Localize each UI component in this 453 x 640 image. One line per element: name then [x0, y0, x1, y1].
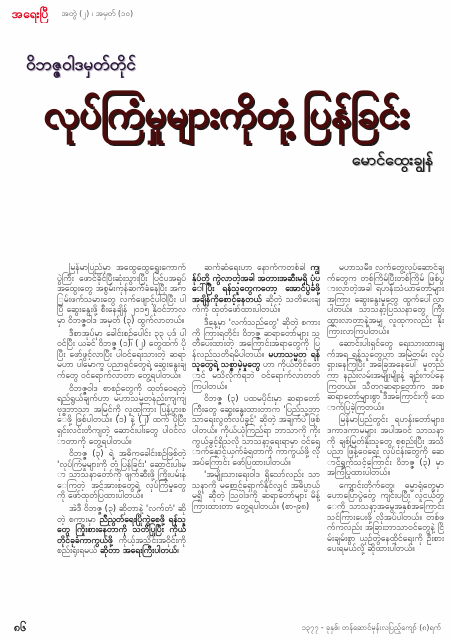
page-number: ၈၆: [14, 621, 27, 634]
body-column-1: [57, 263, 186, 615]
text-run: ကိုယ့်အသိုင်းအဝိုင်းကို စည်းရုံးရမယ်: [57, 535, 186, 557]
running-header: [12, 5, 312, 23]
body-column-2: [192, 263, 320, 615]
text-run: မြန်မာပြည်တွင်း ရဟန်းတော်များ၊ ဒကာဒကာမများ အပါအဝင် သာသနာကို ချစ်မြတ်နိုးသူတွေ စုစည်းပြီး အသိပညာ ဖြန့်ဝေရေး လုပ်ငန်းတွေကို ဆောင်ရွက်သင့်ကြောင်း ဝိဘဇ္ဇ (၃) မှာ အကြံပြုထားပါတယ်။: [327, 415, 444, 479]
paragraph: [57, 449, 186, 502]
bold-text-run: ဆိုတာ အရေးကြီးပါတယ်: [99, 546, 178, 557]
bold-text-run: မဟာသမ္မတ ရန်သူတွေရဲ့ သစ္စာမဲ့မှုတွေ: [192, 349, 320, 371]
text-run: ဝိဘဇ္ဇဝါဒ စာစဉ်တွေကို ထုတ်ဝေရတဲ့ ရည်ရွယ်ချက်ဟာ မဟာသမ္မတနည်းကျကျ ဗုဒ္ဓဘာသာ အမြင်ကို လူထုကြား ပြန့်ပွားစေဖို့ ဖြစ်ပါတယ်။ (၁) နဲ့ (၂) ထက် ပိုပြီး ရှင်းလင်းတိကျတဲ့ ဆောင်းပါးတွေ ပါဝင်လာတာကို တွေ့ရပါတယ်။: [57, 383, 186, 447]
text-run: ဆက်ဆံရေးဟာ နောက်ကတစ်ခါ: [204, 263, 311, 273]
text-run: ဒီစာအုပ်မှာ ခေါင်းစဉ်ပေါင်း ၃၃ ပုဒ် ပါဝင်ပြီး ယခင် ဝိဘဇ္ဇ (၁)၊ (၂) တွေထက် ပိုပြီး ဖော်ဖွင့်လာပြီး ပါဝင်ရေးသားတဲ့ ဆရာ မဟာ ပါမောက္ခ ပညာရှင်တွေရဲ့ ဆွေးနွေးချက်တွေ ဝင်ရောက်လာတာ တွေ့ရပါတယ်။: [57, 328, 186, 381]
text-run: ။: [177, 546, 180, 557]
text-run: အဲဒီ ဝိဘဇ္ဇ (၃) ဆိုတာနဲ့ 'လက်တံ' ဆိုတဲ့ စကားမှာ: [57, 504, 186, 525]
author-byline: မောင်ထွေးချွန်: [351, 150, 433, 169]
text-run: ဝိဘဇ္ဇ (၃) ပထမပိုင်းမှာ ဆရာတော်ကြီးတွေ ဆွေးနွေးထားတာက 'ပြည်သူ့ဘာသာရေးလွတ်လပ်ခွင့်' ဆိုတဲ့ အချက်ပဲ ဖြစ်ပါတယ်။ ကိုယ်ယုံကြည်ရာ ဘာသာကို ကိုးကွယ်ခွင့်ရှိသလို သာသနာ့ရေးရာမှာ ဝင်ရောက်နှောင့်ယှက်ခံရတာကို ကာကွယ်ဖို့ လိုအပ်ကြောင်း ဖော်ပြထားပါတယ်။: [192, 394, 320, 468]
text-run: ဆိုတဲ့ သတိပေးချက်ကို ထုတ်ဖော်ထားပါတယ်။: [192, 294, 320, 316]
paragraph: [57, 384, 186, 448]
paragraph: [192, 470, 320, 512]
series-title: ဝိဘဇ္ဇဝါဒမှတ်တိုင်: [26, 55, 136, 75]
body-column-3: [327, 263, 444, 615]
paragraph: [327, 481, 444, 555]
text-run: ဝိဘဇ္ဇ (၃) ရဲ့ အဓိကခေါင်းစဉ်ဖြစ်တဲ့ 'လုပ်ကြံမှုများကို တုံ့ပြန်ခြင်း' ဆောင်းပါးမှာ သာသနာတော်ကို ဖျက်ဆီးဖို့ ကြိုးပမ်းနေကြတဲ့ အင်အားစုတွေရဲ့ လုပ်ကြံမှုတွေကို ဖော်ထုတ်ပြထားပါတယ်။: [57, 449, 186, 502]
paragraph: [57, 263, 186, 327]
text-run: ဒီနေ့မှာ 'လက်သည်တွေ' ဆိုတဲ့ စကားကို ကြားရတိုင်း ဝိဘဇ္ဇ ဆရာတော်များ သတိပေးထားတဲ့ အကြောင်းအရာတွေကို ပြန်လည်သတိရမိပါတယ်။: [192, 317, 320, 360]
paragraph: [192, 394, 320, 468]
text-run: 'အမျိုးသားရေးဝါဒ ရှိသော်လည်း သာသနာကို မစောင့်ရှောက်နိုင်လျှင် အဓိပ္ပာယ်မရှိ' ဆိုတဲ့ သြဝါဒကို ဆရာတော်များ မိန့်ကြားထားတာ တွေ့ရပါတယ်။ (စာ-၉၈): [192, 470, 320, 513]
paragraph: [192, 318, 320, 392]
text-run: မဟာသမီး၊ လက်တွေ့လုပ်ဆောင်ချက်တွေက တစ်ကြိမ်ပြီးတစ်ကြိမ် ဖြစ်ပွားလာတဲ့အခါ ရဟန်းသံဃာတော်များ အကြား ဆွေးနွေးမှုတွေ ထွက်ပေါ်လာပါတယ်။ သာသနာ့ပြဿနာတွေ ကြီးထွားလာတာနဲ့အမျှ လူထုကလည်း နိုးကြားလာကြပါတယ်။: [327, 263, 444, 337]
paragraph: [57, 329, 186, 382]
footer-publication-note: ၁၃၇၇ - ခုနှစ်၊ တန်ဆောင်မုန်းလပြည့်ကျော် (၈)ရက်: [301, 623, 441, 632]
text-run: ဟာ ကိုယ်တိုင်တောင် မသိလိုက်ရဘဲ ဝင်ရောက်လာတတ်ကြပါတယ်။: [192, 360, 320, 392]
bold-text-run: ညီညွတ်ရေးပြိုကွဲစေဖို့ ရန်သူတွေ ကြိုးစားနေတာကို သတိပြုပြီး ကိုယ်တိုင်ခုခံကာကွယ်ဖို့: [57, 514, 186, 546]
paragraph: [327, 263, 444, 337]
paragraph: [327, 339, 444, 413]
text-run: ကျောင်းတိုက်တွေ၊ ဓမ္မာရုံတွေမှာ ဟောပြောပွဲတွေ ကျင်းပပြီး လူငယ်တွေကို သာသနာ့အမွေအနှစ်အကြောင်း သင်ကြားပေးဖို့ လိုအပ်ပါတယ်။ တစ်ဖက်ကလည်း အခြားဘာသာဝင်တွေနဲ့ ငြိမ်းချမ်းစွာ ယှဉ်တွဲနေထိုင်ရေးကို ဦးစားပေးရမယ်လို့ ဆိုထားပါတယ်။: [327, 480, 444, 555]
issue-number: အတွဲ (၂) ၊ အမှတ် (၁၀): [61, 9, 134, 18]
paragraph: [327, 415, 444, 479]
article-title: လုပ်ကြံမှုများကိုတုံ့ပြန်ခြင်း: [43, 92, 410, 136]
paragraph: [192, 263, 320, 316]
paragraph: [57, 504, 186, 557]
bold-text-run: ကျွန်ုပ်တို့ ကွဲလာတဲ့အခါ အတားအဆီးမရှိ ပုံပေါ်ပြီး ရန်သူတွေကတော့ အောင်ပွဲခံဖို့ အချိန်ကိုစောင့်နေတယ်: [192, 263, 320, 305]
text-run: မြန်မာပြည်မှာ အထွေထွေရွေးကောက်ပွဲကြီး ဖောင်ခိုင်ပြီးဆုံးသွားပြီး ပြင်ပအရှုပ်အထွေးတွေ အစွမ်းကုန်ဆက်ခံနေပြီး အကြမ်းဖက်သမားတွေ လက်ဖျောင့်ပါဝါပြီး ပါပြီ ဆွေးနွေးဖို့ စီးနေချိန် ၂၀၁၅ နိုဝင်ဘာလမှာ ဝိဘဇ္ဇဝါဒ အမှတ် (၃) ထွက်လာတယ်။: [57, 263, 186, 326]
text-run: ဆောင်းပါးရှင်တွေ ရေးသားထားချက်အရ ရန်သူတွေဟာ အမြဲတမ်း လှုပ်ရှားနေကြပြီး အခြေအနေပေါ် မူတည်ကာ နည်းလမ်းအမျိုးမျိုးနဲ့ ချဉ်းကပ်နေကြတယ်။ သီတဂူဆရာတော်က အစ ဆရာတော်များစွာ ဒီအကြောင်းကို ထောက်ပြခဲ့ကြတယ်။: [327, 339, 444, 413]
magazine-name: အရေးပြီ: [12, 7, 49, 21]
